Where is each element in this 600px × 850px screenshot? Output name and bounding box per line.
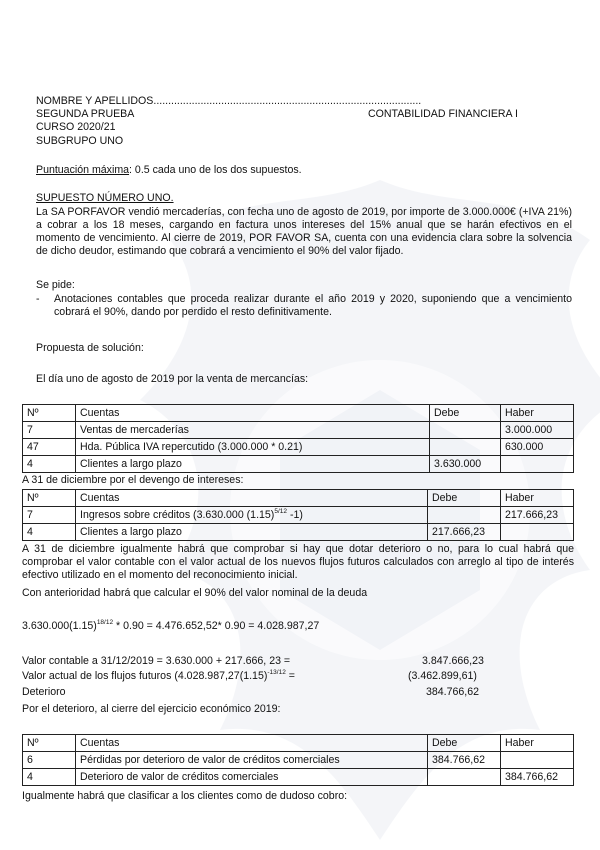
cell-credit bbox=[501, 524, 574, 541]
cell-number: 4 bbox=[23, 524, 76, 541]
table-row bbox=[23, 439, 574, 456]
col-header-debit: Debe bbox=[430, 405, 501, 422]
cell-number: 6 bbox=[23, 752, 76, 769]
score-text: : 0.5 cada uno de los dos supuestos. bbox=[129, 164, 302, 176]
table-row bbox=[23, 422, 574, 439]
name-field-line bbox=[36, 95, 421, 108]
score-label: Puntuación máxima bbox=[36, 164, 130, 176]
subgroup-label: SUBGRUPO UNO bbox=[36, 135, 124, 147]
cell-credit: 384.766,62 bbox=[501, 769, 574, 786]
col-header-credit: Haber bbox=[501, 490, 574, 507]
solution-intro-1: El día uno de agosto de 2019 por la venta de mercancías: bbox=[36, 373, 309, 385]
impairment-label: Deterioro bbox=[22, 686, 66, 698]
book-value-label: Valor contable a 31/12/2019 = 3.630.000 + 217.666, 23 = bbox=[22, 655, 291, 667]
table-header-row bbox=[23, 490, 574, 507]
solution-intro-5: Por el deterioro, al cierre del ejercicio económico 2019: bbox=[22, 703, 281, 715]
cell-credit: 217.666,23 bbox=[501, 507, 574, 524]
account-text-end: -1) bbox=[287, 508, 303, 521]
col-header-debit: Debe bbox=[428, 490, 501, 507]
name-dots: ........................................................................................... bbox=[153, 95, 422, 107]
cell-account: Clientes a largo plazo bbox=[76, 524, 428, 541]
cell-account: Clientes a largo plazo bbox=[76, 456, 430, 473]
nominal-paragraph: Con anterioridad habrá que calcular el 90% del valor nominal de la deuda bbox=[22, 587, 368, 599]
cell-credit bbox=[501, 752, 574, 769]
col-header-accounts: Cuentas bbox=[76, 490, 428, 507]
subject-label: CONTABILIDAD FINANCIERA I bbox=[368, 108, 518, 120]
cell-credit bbox=[501, 456, 574, 473]
solution-intro-2: A 31 de diciembre por el devengo de intereses: bbox=[22, 474, 244, 486]
cell-number: 7 bbox=[23, 507, 76, 524]
cell-debit: 384.766,62 bbox=[428, 752, 501, 769]
score-line bbox=[36, 164, 302, 177]
formula-exponent: 18/12 bbox=[96, 619, 114, 626]
cell-number: 7 bbox=[23, 422, 76, 439]
case-statement: La SA PORFAVOR vendió mercaderías, con fecha uno de agosto de 2019, por importe de 3.000.000€ (+IVA 21%) a cobrar a los 18 meses, cargando en factura unos intereses del 15% anual que se harán efectivos en el momento de vencimiento. Al cierre de 2019, POR FAVOR SA, cuenta con una evidencia clara sobre la solvencia de dicho deudor, estimando que cobrará a vencimiento el 90% del valor fijado. bbox=[36, 206, 572, 257]
present-value-label bbox=[22, 670, 295, 683]
book-value-amount: 3.847.666,23 bbox=[422, 655, 484, 667]
cell-debit bbox=[430, 422, 501, 439]
cell-account: Pérdidas por deterioro de valor de créditos comerciales bbox=[76, 752, 428, 769]
table-row bbox=[23, 524, 574, 541]
solution-title: Propuesta de solución: bbox=[36, 342, 144, 354]
asks-label: Se pide: bbox=[36, 279, 75, 291]
present-value-eq: = bbox=[285, 670, 295, 682]
table-row bbox=[23, 752, 574, 769]
ask-text: Anotaciones contables que proceda realizar durante el año 2019 y 2020, suponiendo que a vencimiento cobrará el 90%, dando por perdido el resto definitivamente. bbox=[54, 293, 572, 318]
journal-table-interest bbox=[22, 489, 574, 541]
table-row bbox=[23, 769, 574, 786]
table-row bbox=[23, 456, 574, 473]
cell-number: 4 bbox=[23, 769, 76, 786]
exponent: 5/12 bbox=[274, 507, 287, 515]
cell-account: Hda. Pública IVA repercutido (3.000.000 * 0.21) bbox=[76, 439, 430, 456]
table-row bbox=[23, 507, 574, 524]
col-header-number: Nº bbox=[23, 735, 76, 752]
journal-table-impairment bbox=[22, 734, 574, 786]
col-header-accounts: Cuentas bbox=[76, 735, 428, 752]
formula-part-a: 3.630.000(1.15) bbox=[22, 620, 97, 632]
col-header-number: Nº bbox=[23, 490, 76, 507]
col-header-debit: Debe bbox=[428, 735, 501, 752]
cell-debit: 217.666,23 bbox=[428, 524, 501, 541]
cell-number: 4 bbox=[23, 456, 76, 473]
cell-credit: 3.000.000 bbox=[501, 422, 574, 439]
name-label: NOMBRE Y APELLIDOS bbox=[36, 95, 154, 107]
case-title: SUPUESTO NÚMERO UNO. bbox=[36, 192, 174, 204]
closing-line: Igualmente habrá que clasificar a los clientes como de dudoso cobro: bbox=[22, 790, 348, 802]
col-header-credit: Haber bbox=[501, 405, 574, 422]
impairment-amount: 384.766,62 bbox=[426, 686, 480, 698]
formula-line bbox=[22, 620, 319, 633]
formula-part-b: * 0.90 = 4.476.652,52* 0.90 = 4.028.987,27 bbox=[113, 620, 320, 632]
col-header-credit: Haber bbox=[501, 735, 574, 752]
course-label: CURSO 2020/21 bbox=[36, 121, 116, 133]
cell-debit bbox=[428, 507, 501, 524]
cell-account: Ventas de mercaderías bbox=[76, 422, 430, 439]
col-header-accounts: Cuentas bbox=[76, 405, 430, 422]
exam-label: SEGUNDA PRUEBA bbox=[36, 108, 135, 120]
cell-debit: 3.630.000 bbox=[430, 456, 501, 473]
col-header-number: Nº bbox=[23, 405, 76, 422]
cell-credit: 630.000 bbox=[501, 439, 574, 456]
cell-number: 47 bbox=[23, 439, 76, 456]
ask-bullet: - bbox=[36, 293, 40, 305]
cell-debit bbox=[430, 439, 501, 456]
present-value-amount: (3.462.899,61) bbox=[408, 670, 477, 682]
impairment-paragraph: A 31 de diciembre igualmente habrá que comprobar si hay que dotar deterioro o no, para lo cual habrá que comprobar el valor contable con el valor actual de los nuevos flujos futuros calculados con arreglo al tipo de interés efectivo utilizado en el momento del reconocimiento inicial. bbox=[22, 543, 574, 581]
account-text: Ingresos sobre créditos (3.630.000 (1.15) bbox=[80, 508, 275, 521]
cell-account: Deterioro de valor de créditos comerciales bbox=[76, 769, 428, 786]
present-value-text: Valor actual de los flujos futuros (4.028.987,27(1.15) bbox=[22, 670, 268, 682]
present-value-exponent: -13/12 bbox=[267, 669, 286, 676]
table-header-row bbox=[23, 735, 574, 752]
journal-table-sale bbox=[22, 404, 574, 473]
cell-account bbox=[76, 507, 428, 524]
table-header-row bbox=[23, 405, 574, 422]
cell-debit bbox=[428, 769, 501, 786]
